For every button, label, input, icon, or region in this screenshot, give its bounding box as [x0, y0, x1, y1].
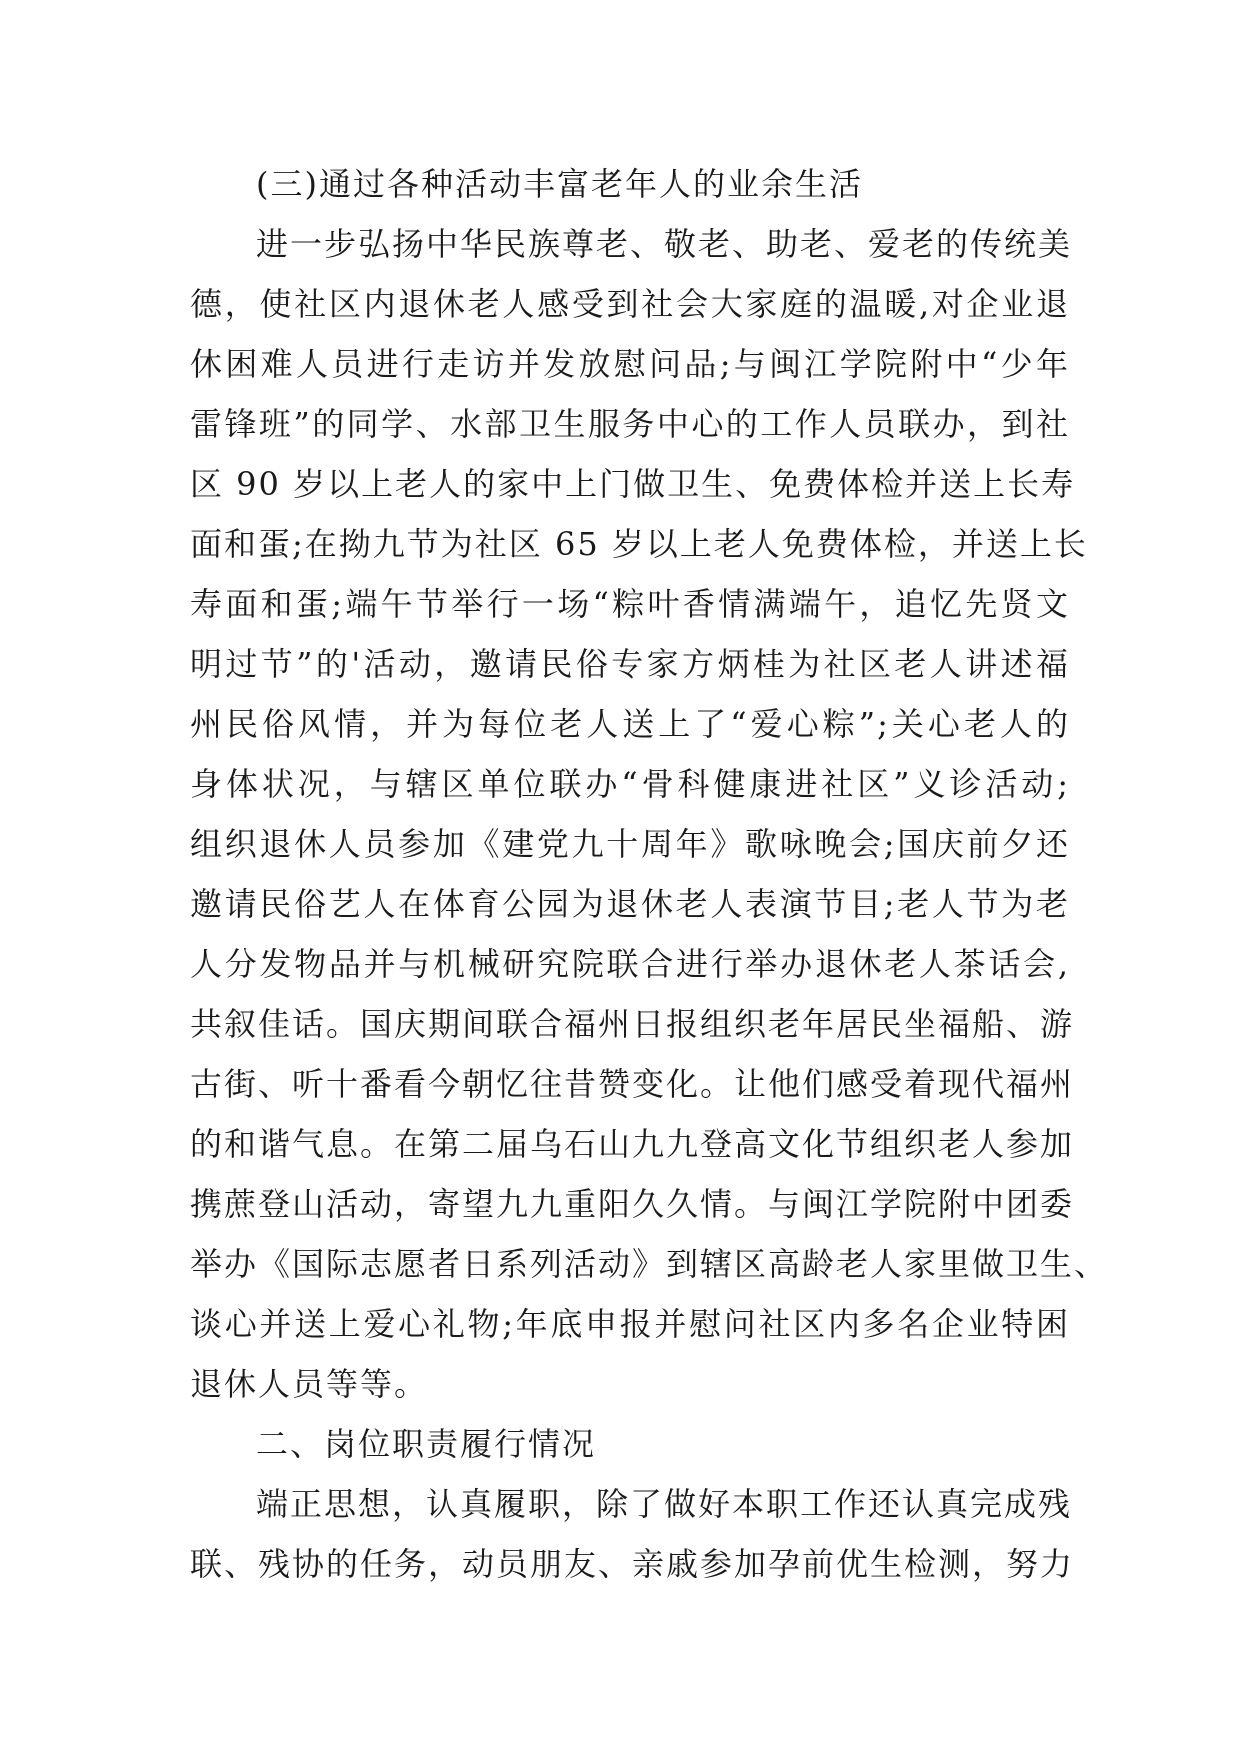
paragraph-line: 明过节”的'活动，邀请民俗专家方炳桂为社区老人讲述福 — [190, 645, 1070, 683]
paragraph-line: 联、残协的任务，动员朋友、亲戚参加孕前优生检测，努力 — [190, 1545, 1075, 1583]
paragraph-line: 退休人员等等。 — [190, 1365, 429, 1403]
document-body — [190, 154, 1109, 1594]
paragraph-line: 组织退休人员参加《建党九十周年》歌咏晚会;国庆前夕还 — [190, 825, 1070, 863]
paragraph-line: 共叙佳话。国庆期间联合福州日报组织老年居民坐福船、游 — [190, 1005, 1075, 1043]
paragraph-line: 谈心并送上爱心礼物;年底申报并慰问社区内多名企业特困 — [190, 1305, 1070, 1343]
paragraph-line: 德，使社区内退休老人感受到社会大家庭的温暖,对企业退 — [190, 285, 1070, 323]
paragraph-line: 寿面和蛋;端午节举行一场“粽叶香情满端午，追忆先贤文 — [190, 585, 1070, 623]
paragraph-line: 面和蛋;在拗九节为社区 65 岁以上老人免费体检，并送上长 — [190, 525, 1088, 563]
paragraph-line: 举办《国际志愿者日系列活动》到辖区高龄老人家里做卫生、 — [190, 1245, 1109, 1283]
paragraph-line: 的和谐气息。在第二届乌石山九九登高文化节组织老人参加 — [190, 1125, 1075, 1163]
paragraph-line: 身体状况，与辖区单位联办“骨科健康进社区”义诊活动; — [190, 765, 1070, 803]
paragraph-activities — [190, 214, 1109, 1414]
paragraph-line: 进一步弘扬中华民族尊老、敬老、助老、爱老的传统美 — [256, 225, 1073, 263]
paragraph-line: 雷锋班”的同学、水部卫生服务中心的工作人员联办，到社 — [190, 405, 1070, 443]
section-heading: (三)通过各种活动丰富老年人的业余生活 — [256, 165, 863, 203]
paragraph-line: 古街、听十番看今朝忆往昔赞变化。让他们感受着现代福州 — [190, 1065, 1075, 1103]
paragraph-line: 携蔗登山活动，寄望九九重阳久久情。与闽江学院附中团委 — [190, 1185, 1075, 1223]
paragraph-line: 人分发物品并与机械研究院联合进行举办退休老人茶话会, — [190, 945, 1070, 983]
paragraph-line: 休困难人员进行走访并发放慰问品;与闽江学院附中“少年 — [190, 345, 1070, 383]
paragraph-line: 邀请民俗艺人在体育公园为退休老人表演节目;老人节为老 — [190, 885, 1070, 923]
paragraph-line: 区 90 岁以上老人的家中上门做卫生、免费体检并送上长寿 — [190, 465, 1076, 503]
section-heading-2: 二、岗位职责履行情况 — [256, 1425, 597, 1463]
paragraph-line: 州民俗风情，并为每位老人送上了“爱心粽”;关心老人的 — [190, 705, 1070, 743]
paragraph-line: 端正思想，认真履职，除了做好本职工作还认真完成残 — [256, 1485, 1073, 1523]
paragraph-duties — [190, 1474, 1075, 1594]
